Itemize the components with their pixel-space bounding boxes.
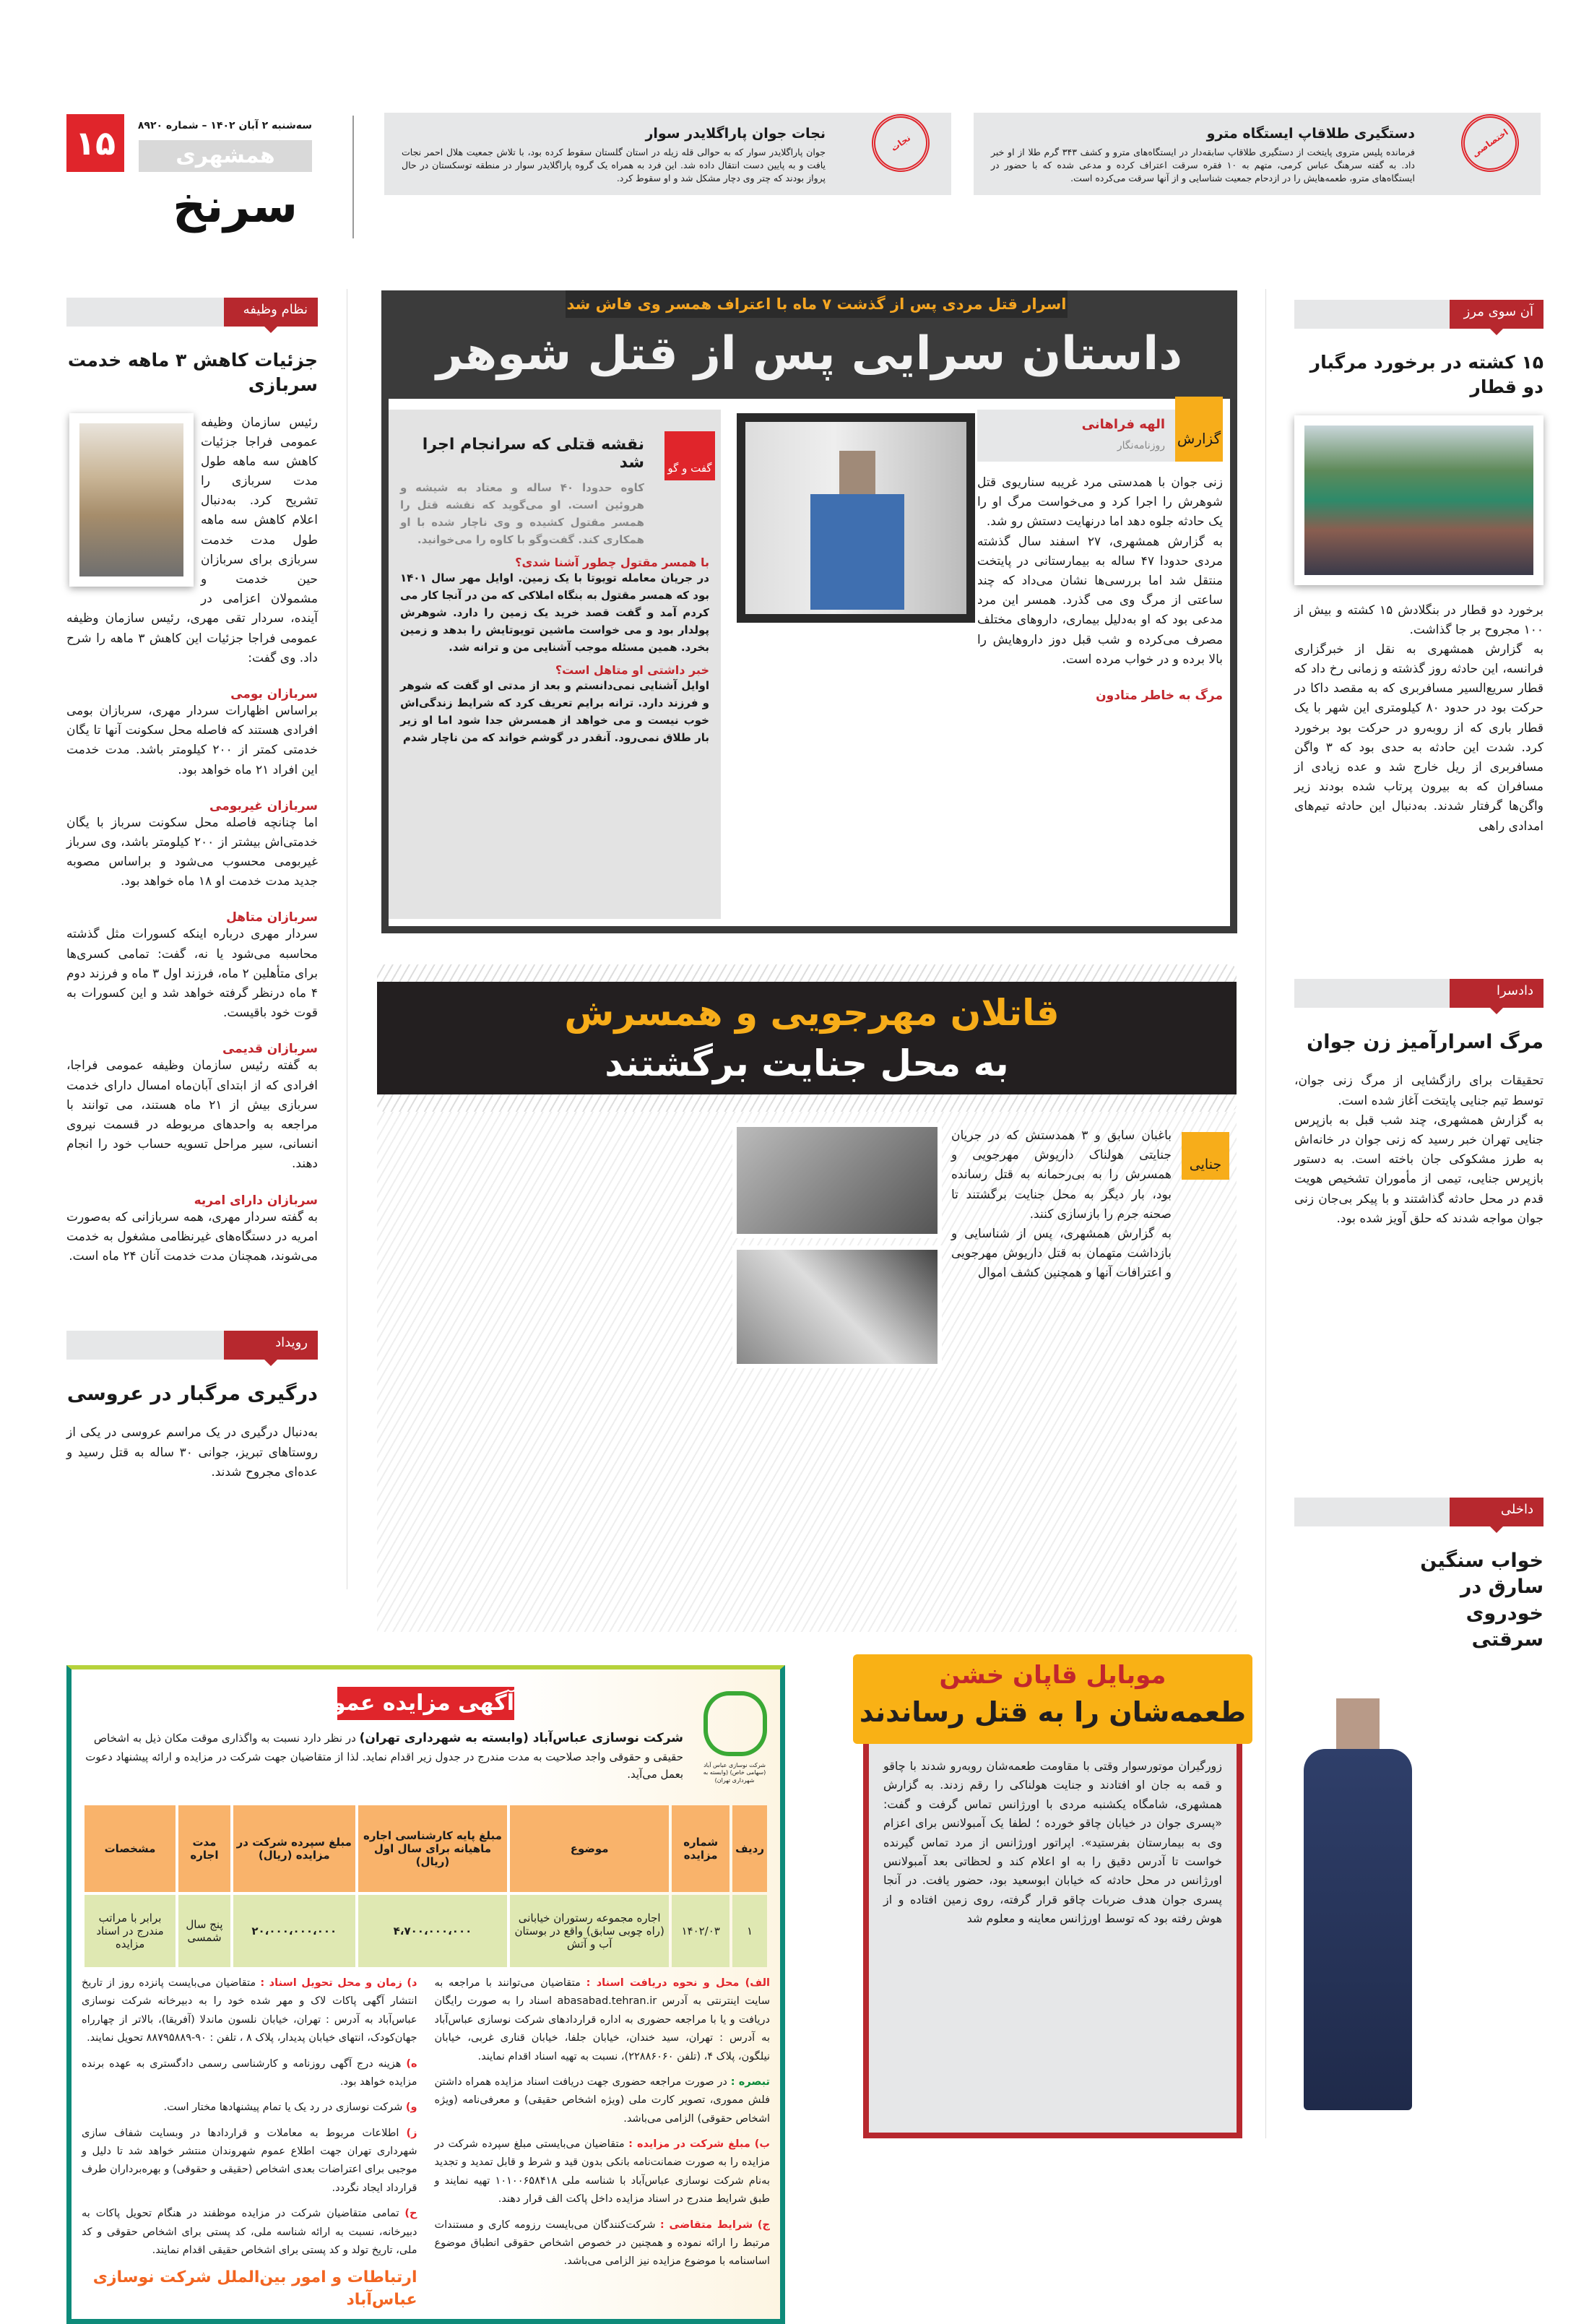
crime-label: جنایی	[1182, 1132, 1229, 1180]
article-headline: جزئیات کاهش ۳ ماهه خدمت سربازی	[67, 350, 318, 395]
crime-scene-photo-2	[732, 1245, 942, 1368]
subhead-senior-soldiers: سربازان قدیمی	[222, 1042, 318, 1057]
clause: الف) محل و نحوه دریافت اسناد : متقاضیان می‌توانند با مراجعه به سایت اینترنتی به آدرس abasabad.tehran.ir اسناد را به صورت رایگان دریافت و یا با مراجعه حضوری به اداره قراردادهای شرکت نوسازی عباس‌آباد به آدرس : تهران، سید خندان، خیابان جلفا، خیابان قناری غربی، خیابان نیلگون، پلاک ۴، (تلفن ۲۲۸۸۶۰۶۰)، نسبت به تهیه اسناد اقدام نمایند.	[434, 1977, 770, 2062]
supplement-name: همشهری	[139, 140, 312, 172]
clause: ح) تمامی متقاضیان شرکت در مزایده موظفند در هنگام تحویل پاکات به دبیرخانه، نسبت به ارائه شناسه ملی، کد پستی برای اشخاص حقوقی و کد ملی، تاریخ تولد و کد پستی برای اشخاص حقیقی اقدام نمایند.	[82, 2208, 417, 2256]
left-column	[66, 298, 318, 1482]
col-subject: موضوع	[510, 1805, 669, 1892]
col-base-price: مبلغ پایه کارشناسی اجاره ماهیانه برای سال اول (ریال)	[358, 1805, 507, 1892]
author-name: الهه فراهانی	[1081, 417, 1165, 432]
article-headline: مرگ اسرارآمیز زن جوان	[1307, 1031, 1543, 1053]
sleeping-thief-article	[1294, 1498, 1543, 2133]
col-specs: مشخصات	[85, 1805, 176, 1892]
article-column	[951, 1126, 1172, 1284]
clause: د) زمان و محل تحویل اسناد : متقاضیان می‌بایست پانزده روز از تاریخ انتشار آگهی پاکات لاک و مهر شده خود را به دبیرخانه شرکت نوسازی عباس‌آباد به آدرس : تهران، خیابان نلسون ماندلا (آفریقا)، بالاتر از چهارراه جهان‌کودک، انتهای خیابان پدیدار، پلاک ۸ ، تلفن : ۹۰-۸۸۷۹۵۸۸۹ تحویل نمایند.	[82, 1977, 417, 2044]
interview-question: با همسر مقتول چطور آشنا شدی؟	[515, 556, 709, 569]
cell: اجاره مجموعه رستوران خیابانی (راه چوبی سابق) واقع در بوستان آب و آتش	[510, 1895, 669, 1967]
masthead-divider	[352, 116, 354, 238]
interview-intro: کاوه حدودا ۴۰ ساله و معتاد به شیشه و هروئین است. او می‌گوید که نقشه قتل را همسر مقتول کشیده و وی ناچار شده با او همکاری کند. گفت‌وگو با کاوه را می‌خوانید.	[400, 481, 645, 546]
interview-box	[389, 410, 721, 919]
clauses-right	[435, 1974, 771, 2312]
paragraph: به گفته رئیس سازمان وظیفه عمومی فراجا، افرادی که از ابتدای آبان‌ماه امسال دارای خدمت سربازی بیش از ۲۱ ماه هستند، می توانند با مراجعه به واحدهای مربوطه در قسمت نیروی انسانی، سیر مراحل تسویه حساب خود را انجام دهند.	[66, 1058, 318, 1172]
thief-photo	[1294, 1698, 1421, 2117]
soldier-photo	[69, 413, 194, 587]
brief-title: نجات جوان پاراگلایدر سوار	[645, 126, 826, 142]
col-row: ردیف	[732, 1805, 767, 1892]
headline-line-1: موبایل قاپان خشن	[939, 1661, 1166, 1690]
article-headline: درگیری مرگبار در عروسی	[66, 1383, 318, 1405]
cell: ۴،۷۰۰،۰۰۰،۰۰۰	[358, 1895, 507, 1967]
cell: ۱	[732, 1895, 767, 1967]
subhead-amriyeh-soldiers: سربازان دارای امریه	[194, 1193, 318, 1208]
train-crash-article	[1294, 300, 1543, 957]
clauses-left	[82, 1974, 417, 2312]
interview-label: گفت و گو	[664, 431, 715, 480]
paragraph: به گفته سردار مهری، همه سربازانی که به‌صورت امریه در دستگاه‌های غیرنظامی مشغول به خدمت می‌شوند، همچنان مدت خدمت آنان ۲۴ ماه است.	[66, 1209, 318, 1263]
report-label: گزارش	[1175, 397, 1223, 462]
mobile-thieves-article	[859, 1661, 1247, 2138]
report-column	[977, 410, 1223, 703]
section-tag	[1294, 1498, 1543, 1526]
col-deposit: مبلغ سپرده شرکت در مزایده (ریال)	[233, 1805, 355, 1892]
section-tag-label: رویداد	[224, 1331, 318, 1360]
paragraph: سردار مهری درباره اینکه کسورات مثل گذشته محاسبه می‌شود یا نه، گفت: تمامی کسری‌ها برای متأهلین ۲ ماه، فرزند اول ۳ ماه و فرزند دوم ۴ ماه درنظر گرفته خواهد شد و این کسورات به قوت خود باقیست.	[66, 927, 318, 1021]
municipality-logo-icon	[703, 1691, 767, 1756]
subhead-married-soldiers: سربازان متاهل	[226, 910, 318, 925]
report-body: به گزارش همشهری، ۲۷ اسفند سال گذشته مردی حدودا ۴۷ ساله به بیمارستانی در پایتخت منتقل شد اما بررسی‌ها نشان می‌داد که چند ساعتی از مرگ وی می گذرد. همسر این مرد مدعی بود که او به‌دلیل بیماری، داروهای مختلف مصرف می‌کرده و شب قبل دوز داروهایش را بالا برده و در خواب مرده است.	[977, 534, 1223, 667]
section-tag	[1294, 979, 1543, 1008]
article-intro: رئیس سازمان وظیفه عمومی فراجا جزئیات کاهش سه ماهه طول مدت سربازی را تشریح کرد. به‌دنبال اعلام کاهش سه ماهه طول مدت خدمت سربازی برای سربازان حین خدمت و مشمولان اعزامی در آینده، سردار تقی مهری، رئیس سازمان وظیفه عمومی فراجا جزئیات این کاهش ۳ ماهه را شرح داد. وی گفت:	[66, 415, 318, 665]
cell: پنج سال شمسی	[178, 1895, 230, 1967]
ad-intro-text: در نظر دارد نسبت به واگذاری موقت مکان ذیل به اشخاص حقیقی و حقوقی واجد صلاحیت به مدت مندرج در جدول زیر اقدام نماید. لذا از متقاضیان جهت شرکت در مزایده و ارائه پیشنهاد دعوت بعمل می‌آید.	[85, 1732, 683, 1781]
auction-table	[82, 1802, 770, 1970]
military-service-article	[66, 298, 318, 1309]
article-body: به‌دنبال درگیری در یک مراسم عروسی در یکی از روستاهای تبریز، جوانی ۳۰ ساله به قتل رسید و عده‌ای مجروح شدند.	[66, 1425, 318, 1480]
org-logo-caption: شرکت نوسازی عباس آباد (سهامی خاص) (وابسته به شهرداری تهران)	[703, 1762, 766, 1784]
headline-line-2: طعمه‌شان را به قتل رساندند	[859, 1696, 1247, 1728]
brief-body: فرمانده پلیس متروی پایتخت از دستگیری طلاقاپ سابقه‌دار در ایستگاه‌های مترو و کشف ۳۴۳ گرم طلا از او خبر داد. به گفته سرهنگ عباس کرمی، متهم به ۱۰ فقره سرقت اعتراف کرده و مدعی شده که با حضور در ایستگاه‌های مترو، طعمه‌هایش را در ازدحام جمعیت شناسایی و از آنها سرقت می‌کرده است.	[991, 147, 1415, 184]
mehrjooyi-section	[377, 964, 1237, 1632]
rescue-stamp-icon: نجات	[860, 103, 940, 183]
cell: ۱۴۰۲/۰۳	[672, 1895, 729, 1967]
article-body: به گزارش همشهری، چند شب قبل به بازپرس جنایی تهران خبر رسید که زنی جوان در خانه‌اش به طرز مشکوکی جان باخته است. به دستور بازپرس جنایی، تیمی از مأموران تشخیص هویت قدم در محل حادثه گذاشتند و با پیکر بی‌جان زنی جوان مواجه شدند که حلق آویز شده بود.	[1294, 1113, 1543, 1226]
brief-paraglider	[384, 113, 951, 195]
section-tag-label: دادسرا	[1450, 979, 1543, 1008]
clause: ز) اطلاعات مربوط به معاملات و قراردادها در وبسایت شفاف سازی شهرداری تهران جهت اطلاع عموم شهروندان منتشر خواهد شد تا دلیل و موجبی برای اعتراضات بعدی اشخاص (حقیقی و حقوقی) و بهره‌برداران طرف قرارداد ایجاد نگردد.	[82, 2127, 417, 2194]
article-headline: خواب سنگین سارق در خودروی سرقتی	[1420, 1550, 1543, 1651]
cell: برابر با مراتب مندرج در اسناد مزایده	[85, 1895, 176, 1967]
interview-answer: اوایل آشنایی نمی‌دانستم و بعد از مدتی او گفت که شوهر و فرزند دارد. ترانه برایم تعریف کرد که شرایط زندگی‌اش خوب نیست و می خواهد از همسرش جدا شود اما او زیر بار طلاق نمی‌رود. آنقدر در گوشم خواند که من ناچار شدم	[400, 679, 709, 744]
clause: و) شرکت نوسازی در رد یک یا تمام پیشنهادها مختار است.	[163, 2101, 417, 2114]
page-number: ۱۵	[66, 114, 124, 172]
wedding-article	[66, 1331, 318, 1482]
subhead-native-soldiers: سربازان بومی	[230, 686, 318, 701]
section-tag-label: نظام وظیفه	[224, 298, 318, 327]
article-subsections	[66, 687, 318, 1266]
main-headline: داستان سرایی پس از قتل شوهر	[436, 327, 1183, 381]
brief-title: دستگیری طلاقاپ ایستگاه مترو	[1206, 126, 1415, 142]
section-tag	[66, 298, 318, 327]
article-lead: برخورد دو قطار در بنگلادش ۱۵ کشته و بیش از ۱۰۰ مجروح بر جا گذاشت.	[1294, 602, 1544, 637]
main-article	[381, 290, 1237, 933]
brief-body: جوان پاراگلایدر سوار که به حوالی قله زیله در استان گلستان سقوط کرده بود، با تلاش جمعیت هلال احمر نجات یافت و به پایین دست انتقال داده شد. این فرد به همراه یک گروه پاراگلایدر سوار در منطقه توسکستان در حال پرواز بودند که چتر وی دچار مشکل شد و او سقوط کرد.	[402, 147, 826, 184]
col-lease-term: مدت اجاره	[178, 1805, 230, 1892]
suspect-body	[810, 494, 904, 610]
paragraph: براساس اظهارات سردار مهری، سربازان بومی افرادی هستند که فاصله محل سکونت آنها تا یگان خدمتی کمتر از ۲۰۰ کیلومتر باشد. مدت خدمت این افراد ۲۱ ماه خواهد بود.	[66, 703, 318, 777]
interview-question: خبر داشتی او متاهل است؟	[555, 663, 709, 677]
section-tag	[66, 1331, 318, 1360]
interview-title: نقشه قتلی که سرانجام اجرا شد	[422, 436, 644, 472]
ad-header	[82, 1687, 770, 1802]
clause: ج) شرایط متقاضی : شرکت‌کنندگان می‌بایست رزومه کاری و مستندات مرتبط را ارائه نموده و همچنین در خصوص اشخاص حقوقی انطباق موضوع اساسنامه با موضوع مزایده نیز الزامی می‌باشد.	[434, 2219, 770, 2268]
section-tag-label: آن سوی مرز	[1450, 300, 1543, 329]
subhead-nonnative-soldiers: سربازان غیربومی	[209, 798, 318, 813]
masthead	[66, 114, 312, 244]
table-row	[85, 1895, 767, 1967]
interview-answer: در جریان معامله تویوتا با یک زمین. اوایل مهر سال ۱۴۰۱ بود که همسر مقتول به بنگاه املاکی که من در آنجا کار می کردم آمد و گفت قصد خرید یک زمین را دارد. شوهرش پولدار بود و می خواست ماشین تویوتایش را بدهد و زمین بخرد. همین مسئله موجب آشنایی من و ترانه شد.	[400, 571, 709, 654]
article-lead: باغبان سابق و ۳ همدستش که در جریان جنایتی هولناک داریوش مهرجویی و همسرش را به بی‌رحمانه به قتل رسانده بود، بار دیگر به محل جنایت برگشتند تا صحنه جرم را بازسازی کنند.	[951, 1128, 1172, 1222]
ad-org-name: شرکت نوسازی عباس‌آباد (وابسته به شهرداری تهران)	[359, 1731, 683, 1745]
section-tag	[1294, 300, 1543, 329]
column-divider	[1265, 289, 1266, 2138]
exclusive-stamp-icon: اختصاصی	[1450, 103, 1530, 183]
article-headline: ۱۵ کشته در برخورد مرگبار دو قطار	[1309, 352, 1543, 397]
report-subhead: مرگ به خاطر متادون	[1096, 688, 1223, 703]
clause: ه) هزینه درج آگهی روزنامه و کارشناسی رسمی دادگستری به عهده برنده مزایده خواهد بود.	[82, 2057, 417, 2088]
article-lead: تحقیقات برای رازگشایی از مرگ زنی جوان، توسط تیم جنایی پایتخت آغاز شده است.	[1294, 1074, 1543, 1108]
kicker: اسرار قتل مردی پس از گذشت ۷ ماه با اعتراف همسر وی فاش شد	[566, 295, 1067, 313]
ad-footer: ارتباطات و امور بین‌الملل شرکت نوسازی عباس‌آباد	[92, 2268, 417, 2310]
auction-ad	[66, 1665, 785, 2324]
report-lead: زنی جوان با همدستی مرد غریبه سناریوی قتل شوهرش را اجرا کرد و می‌خواست مرگ او را یک حادثه جلوه دهد اما درنهایت دستش رو شد.	[977, 475, 1223, 530]
headline-splash	[853, 1654, 1252, 1744]
crime-scene-photo-1	[732, 1123, 942, 1238]
cell: ۲۰،۰۰۰،۰۰۰،۰۰۰	[233, 1895, 355, 1967]
suspect-photo	[737, 413, 975, 623]
blurred-face	[839, 451, 875, 494]
mehrjooyi-banner	[377, 964, 1237, 1112]
headline-rest: به محل جنایت برگشتند	[605, 1042, 1009, 1084]
ad-banner: آگهی مزایده عمومی	[337, 1687, 514, 1720]
headline-banner	[381, 290, 1237, 399]
issue-date: سه‌شنبه ۲ آبان ۱۴۰۲ – شماره ۸۹۲۰	[137, 120, 312, 131]
col-auction-number: شماره مزایده	[672, 1805, 729, 1892]
blurred-face	[1336, 1698, 1380, 1749]
mehrjooyi-article	[377, 1112, 1237, 1632]
article-body: به گزارش همشهری به نقل از خبرگزاری فرانسه، این حادثه روز گذشته و زمانی رخ داد که قطار سریع‌السیر مسافربری که به مقصد داکا در حرکت بود در حدود ۸۰ کیلومتری این شهر با یک قطار باری که از روبه‌رو در حرکت بود برخورد کرد. شدت این حادثه به حدی بود که ۳ واگن مسافربری از ریل خارج شد و عده زیادی از مسافران که به بیرون پرتاب شده بودند زیر واگن‌ها گرفتار شدند. به‌دنبال این حادثه تیم‌های امدادی راهی	[1294, 642, 1543, 834]
clause: ب) مبلغ شرکت در مزایده : متقاضیان می‌بایستی مبلغ سپرده شرکت در مزایده را به صورت ضمانت‌نامه بانکی بدون قید و شرط و قابل تمدید و تجدید به‌نام شرکت نوسازی عباس‌آباد با شناسه ملی ۱۰۱۰۰۶۵۸۴۱۸ تهیه نمایند و طبق شرایط مندرج در اسناد مزایده داخل پاکت الف قرار دهند.	[434, 2138, 770, 2206]
right-column	[1294, 300, 1543, 2133]
train-crash-photo	[1294, 415, 1543, 585]
kicker-bar	[566, 290, 1068, 318]
author-role: روزنامه‌نگار	[1117, 440, 1165, 452]
section-tag-label: داخلی	[1450, 1498, 1543, 1526]
mysterious-death-article	[1294, 979, 1543, 1476]
thief-body	[1304, 1749, 1412, 2110]
ad-intro	[82, 1729, 683, 1783]
brief-metro	[974, 113, 1541, 195]
paragraph: اما چنانچه فاصله محل سکونت سرباز با یگان خدمتی‌اش بیشتر از ۲۰۰ کیلومتر باشد، وی سرباز غیربومی محسوب می‌شود و براساس مصوبه جدید مدت خدمت او ۱۸ ماه خواهد بود.	[66, 815, 318, 889]
headline-highlight: قاتلان مهرجویی و همسرش	[564, 992, 1060, 1034]
logo: سرنخ	[173, 180, 298, 233]
clause: تبصره : در صورت مراجعه حضوری جهت دریافت اسناد مزایده همراه داشتن فلش مموری، تصویر کارت ملی (ویژه اشخاص حقیقی) و معرفی‌نامه (ویژه اشخاص حقوقی) الزامی می‌باشد.	[434, 2075, 770, 2125]
ad-clauses	[82, 1974, 770, 2312]
byline-box	[977, 410, 1223, 462]
article-body: زورگیران موتورسوار وقتی با مقاومت طعمه‌شان روبه‌رو شدند با چاقو و قمه به جان او افتادند و جنایت هولناکی را رقم زدند. به گزارش همشهری، شامگاه یکشنبه مردی با اورژانس تماس گرفت و گفت: «پسری جوان در خیابان چاقو خورده ؛ لطفا یک آمبولانس برای اعزام وی به بیمارستان بفرستید». اپراتور اورژانس از مرد تماس گیرنده خواست تا آدرس دقیق را به او اعلام کند و لحظاتی بعد آمبولانس اورژانس در محل حادثه که خیابان ابوسعید بود، حضور یافت. در آنجا پسری جوان هدف ضربات چاقو قرار گرفته، روی زمین افتاده و از هوش رفته بود که توسط اورژانس معاینه و معلوم شد	[883, 1759, 1222, 1926]
article-body: به گزارش همشهری، پس از شناسایی و بازداشت متهمان به قتل داریوش مهرجویی و اعترافات آنها و همچنین کشف اموال	[951, 1226, 1172, 1281]
